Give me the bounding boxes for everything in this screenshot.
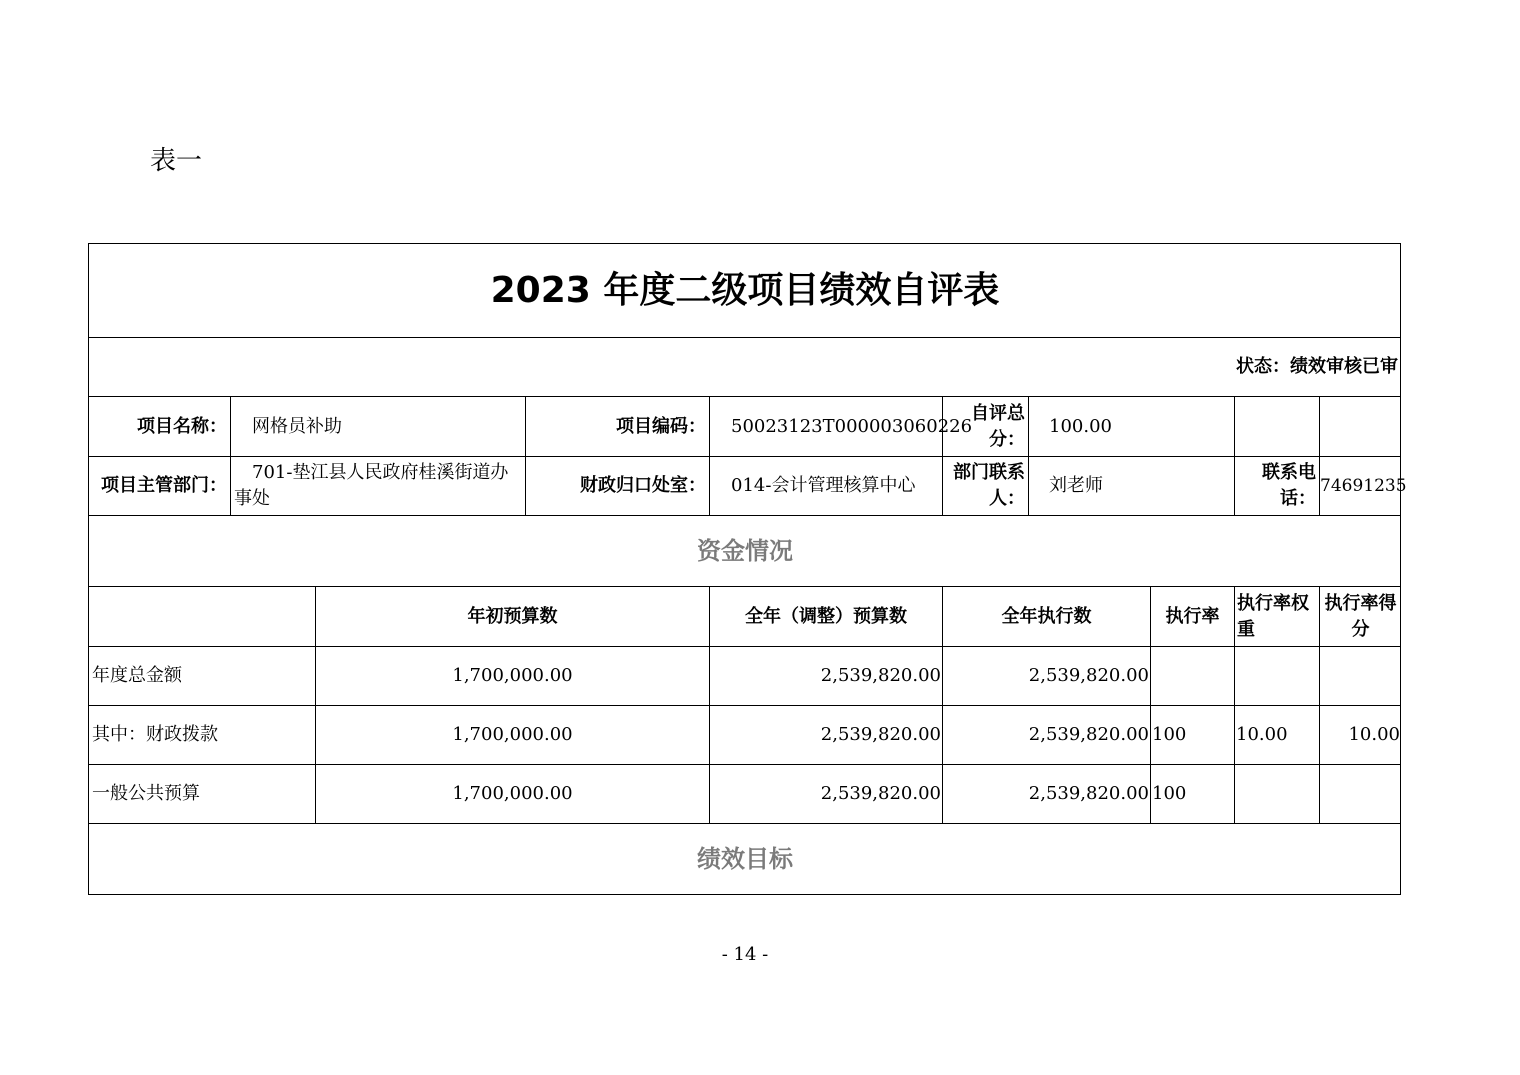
table-label: 表一 [150,146,203,176]
status-text: 状态：绩效审核已审 [89,338,1401,397]
project-name-label: 项目名称： [89,397,231,457]
finance-office-value: 014-会计管理核算中心 [710,457,943,516]
funds-header-cell: 执行率权重 [1235,587,1320,647]
funds-cell: 2,539,820.00 [710,706,943,765]
funds-cell: 2,539,820.00 [943,706,1151,765]
goals-section-title: 绩效目标 [697,845,793,873]
funds-cell: 1,700,000.00 [316,647,710,706]
funds-cell: 2,539,820.00 [943,765,1151,824]
funds-cell: 1,700,000.00 [316,706,710,765]
contact-label: 部门联系人： [943,457,1029,516]
funds-cell: 10.00 [1320,706,1401,765]
funds-row-label: 一般公共预算 [89,765,316,824]
funds-cell [1320,647,1401,706]
phone-value: 74691235 [1320,457,1401,516]
funds-header-cell: 年初预算数 [316,587,710,647]
funds-cell: 10.00 [1235,706,1320,765]
project-name-value: 网格员补助 [231,397,526,457]
performance-table [88,243,1407,895]
funds-cell: 2,539,820.00 [943,647,1151,706]
funds-header-cell: 执行率得分 [1320,587,1401,647]
empty-cell [1235,397,1320,457]
score-label: 自评总分： [943,397,1029,457]
funds-cell: 2,539,820.00 [710,765,943,824]
funds-row-label: 年度总金额 [89,647,316,706]
funds-cell: 100 [1151,765,1235,824]
funds-header-cell: 全年（调整）预算数 [710,587,943,647]
funds-header-cell: 执行率 [1151,587,1235,647]
phone-label: 联系电话： [1235,457,1320,516]
funds-cell [1235,765,1320,824]
project-code-value: 50023123T000003060226 [710,397,943,457]
dept-value: 701-垫江县人民政府桂溪街道办事处 [231,457,526,516]
funds-cell: 1,700,000.00 [316,765,710,824]
project-code-label: 项目编码： [526,397,710,457]
finance-office-label: 财政归口处室： [526,457,710,516]
funds-cell [1235,647,1320,706]
table-title: 2023 年度二级项目绩效自评表 [89,244,1401,338]
score-value: 100.00 [1029,397,1235,457]
page-number: - 14 - [721,944,769,965]
funds-cell: 2,539,820.00 [710,647,943,706]
funds-header-cell: 全年执行数 [943,587,1151,647]
funds-section-title: 资金情况 [89,516,1401,587]
funds-cell [1151,647,1235,706]
empty-cell [1320,397,1401,457]
funds-header-cell [89,587,316,647]
funds-cell [1320,765,1401,824]
funds-cell: 100 [1151,706,1235,765]
funds-row-label: 其中：财政拨款 [89,706,316,765]
dept-label: 项目主管部门： [89,457,231,516]
contact-value: 刘老师 [1029,457,1235,516]
